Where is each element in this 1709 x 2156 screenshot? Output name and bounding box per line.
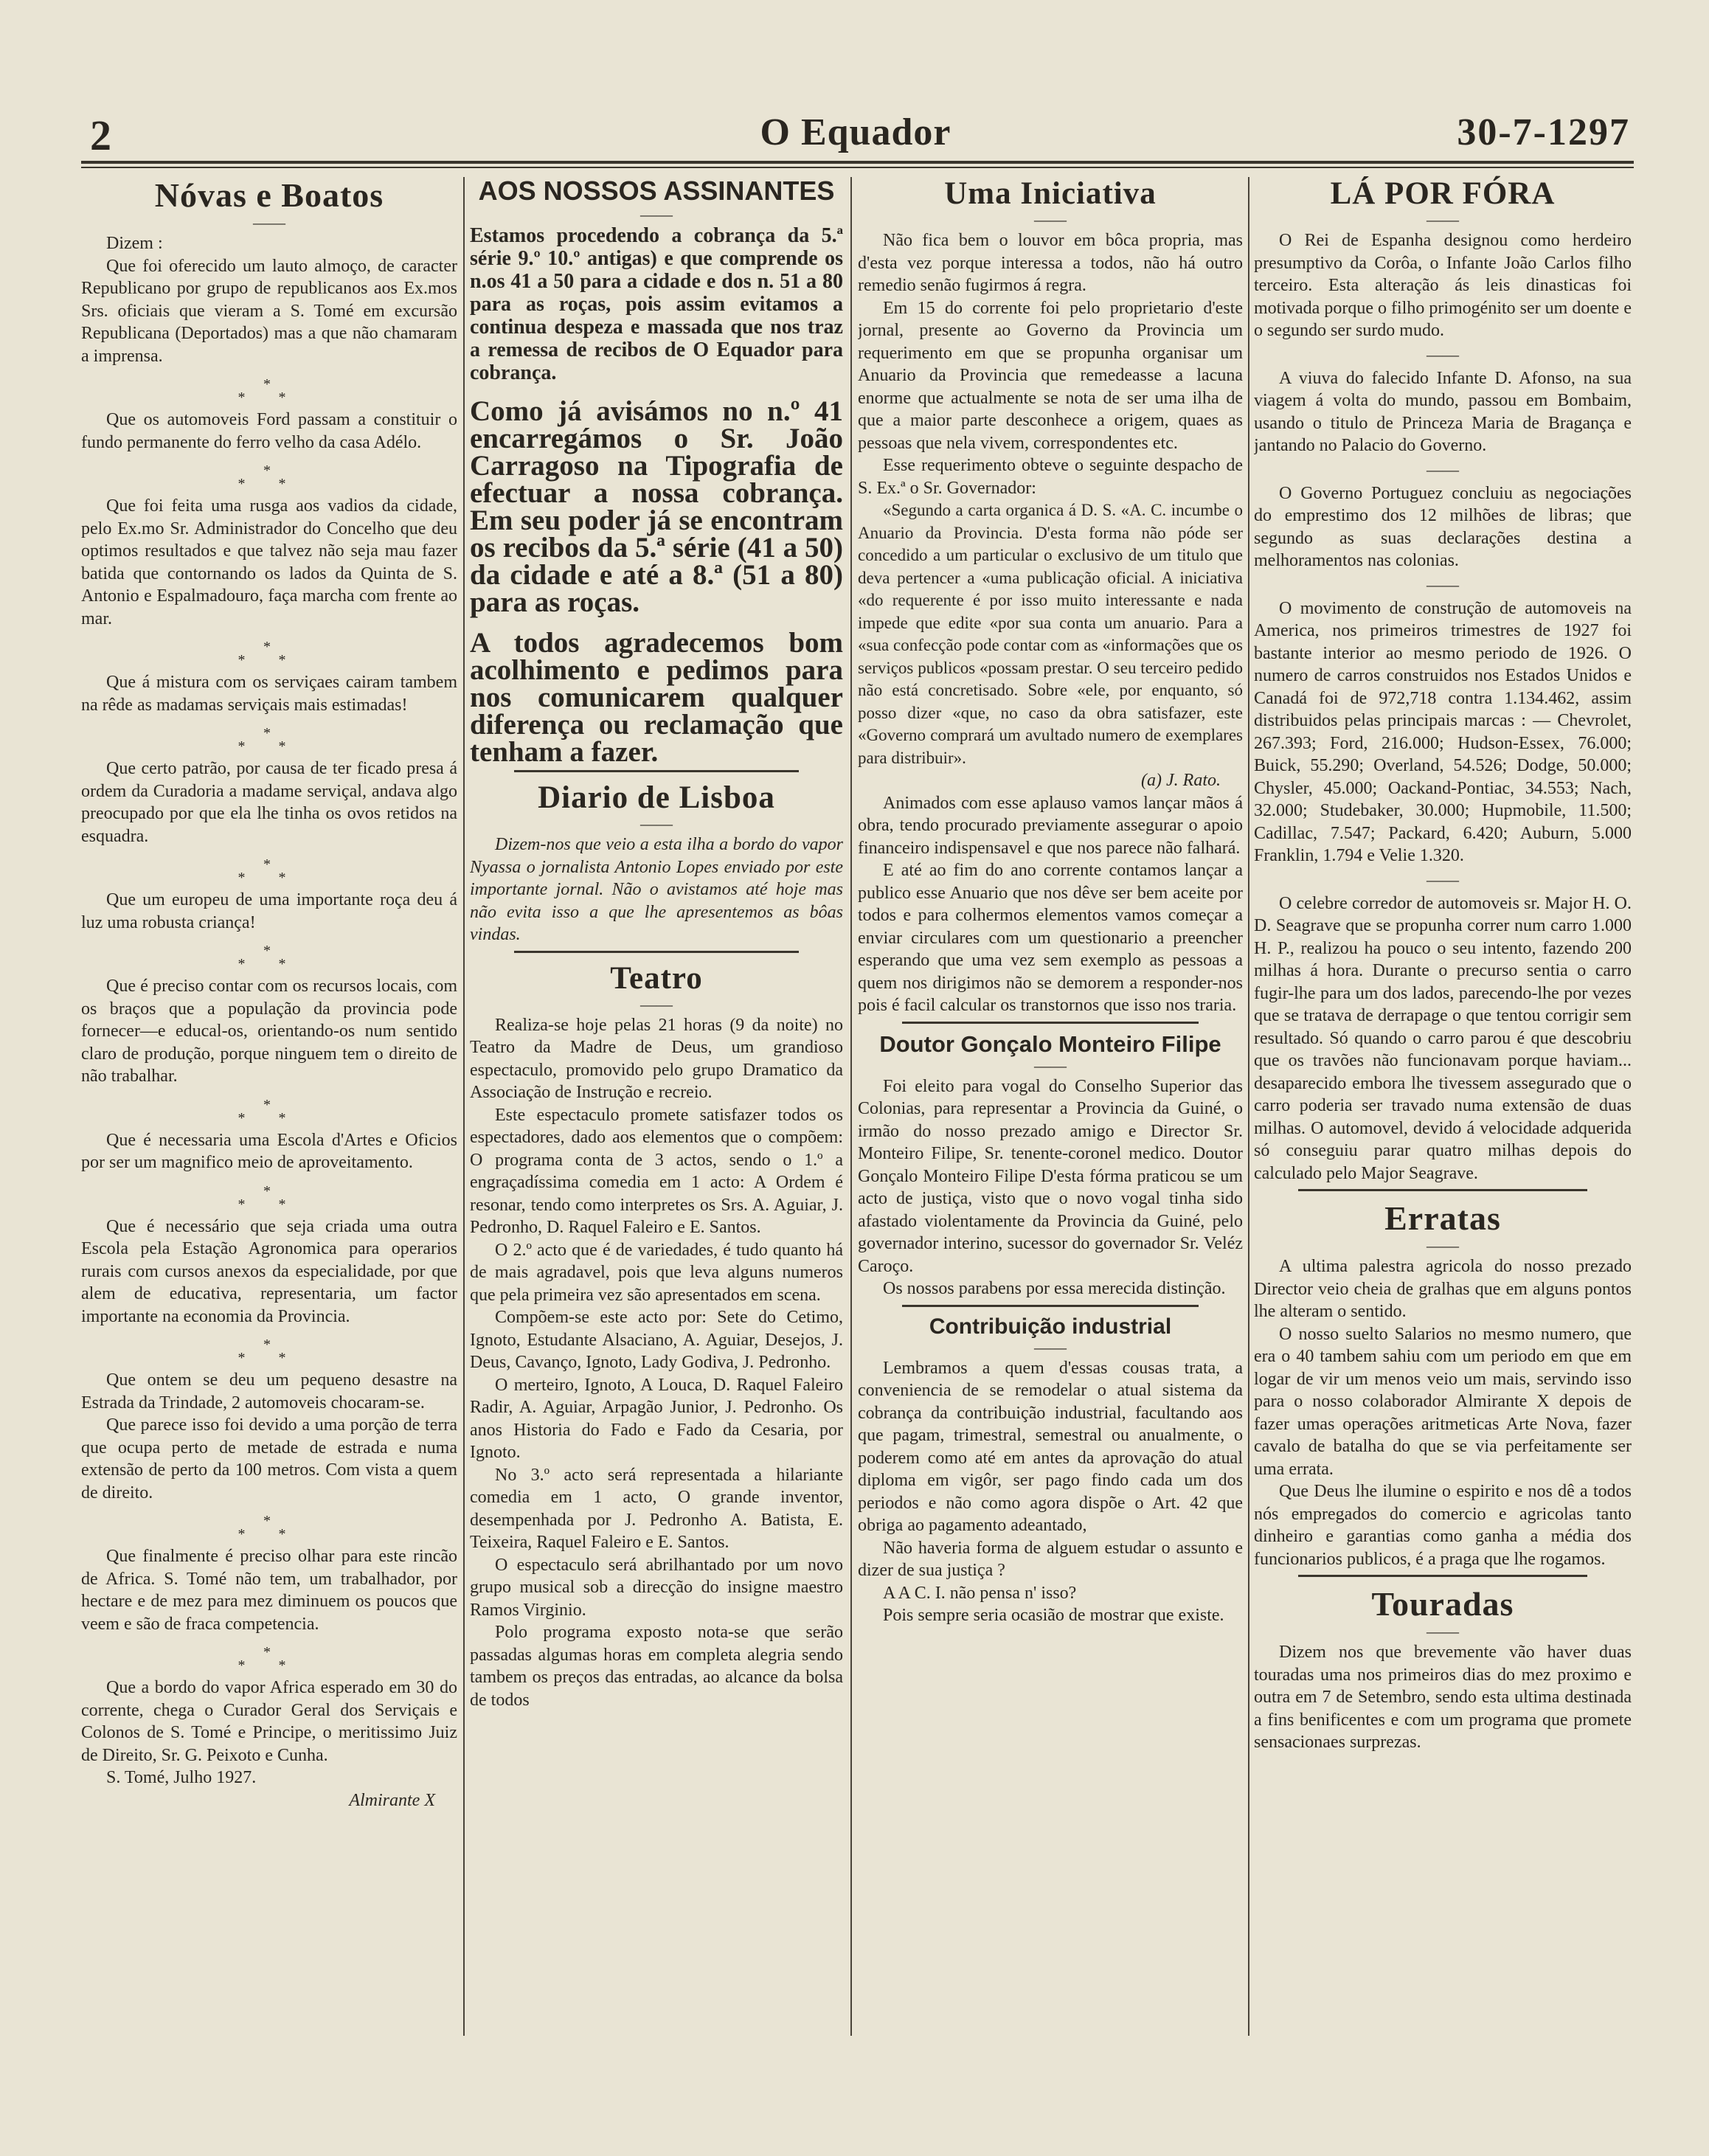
separator-asterisks <box>81 1098 457 1125</box>
separator <box>1254 1625 1632 1638</box>
section-title-touradas: Touradas <box>1371 1585 1514 1623</box>
separator-bar <box>1298 1575 1587 1577</box>
touradas-paragraph: Dizem nos que brevemente vão haver duas touradas uma nos primeiros dias do mez proximo e outra em 7 de Setembro, sendo esta ultima destinada a fins benificentes e com um programa que promete sensacionaes surprezas. <box>1254 1643 1632 1752</box>
author-signature: Almirante X <box>349 1790 435 1810</box>
teatro-paragraph: No 3.º acto será representada a hilariante comedia em 1 acto, O grande inventor, desempenhada por J. Pedronho A. Batista, E. Teixeira, Raquel Faleiro e E. Santos. <box>470 1465 843 1552</box>
page-number: 2 <box>90 111 111 159</box>
erratas-paragraph: A ultima palestra agricola do nosso prezado Director veio cheia de gralhas que em alguns pontos lhe alteram o sentido. <box>1254 1257 1632 1321</box>
column-la-por-fora <box>1254 171 1632 2119</box>
separator-bar <box>514 770 799 772</box>
erratas-paragraph: Que Deus lhe ilumine o espirito e nos dê a todos nós empregados do comercio e agricolas tanto dinheiro e garantias como ganha a média dos funcionarios publicos, é a praga que lhe rogamos. <box>1254 1482 1632 1569</box>
iniciativa-paragraph: Esse requerimento obteve o seguinte despacho de S. Ex.ª o Sr. Governador: <box>858 456 1243 498</box>
section-title-teatro: Teatro <box>610 960 703 996</box>
collection-notice: Como já avisámos no n.º 41 encarregámos o Sr. João Carragoso na Tipografia de efectuar a nossa cobrança. Em seu poder já se encontram os recibos da 5.ª série (41 a 50) da cidade e até a 8.ª (51 a 80) para as roças. <box>470 395 843 618</box>
foreign-news-item: O Governo Portuguez concluiu as negociações do emprestimo dos 12 milhões de libras; que segundo as suas declarações destina a melhoramentos nas colonias. <box>1254 483 1632 570</box>
teatro-paragraph: O espectaculo será abrilhantado por um novo grupo musical sob a direcção do insigne maestro Ramos Virginio. <box>470 1555 843 1620</box>
news-item: Que é necessário que seja criada uma outra Escola pela Estação Agronomica para operarios rurais com cursos anexos da especialidade, por que alem de educativa, representaria, um factor importante na economia da Provincia. <box>81 1216 457 1326</box>
separator <box>858 213 1243 226</box>
news-item: Que á mistura com os serviçaes cairam tambem na rêde as madamas serviçais mais estimadas! <box>81 673 457 715</box>
section-title-novas-e-boatos: Nóvas e Boatos <box>154 176 384 214</box>
erratas-paragraph: O nosso suelto Salarios no mesmo numero, que era o 40 tambem sahiu com um periodo em que em logar de vir um menos veio um mais, servindo isso para o nosso colaborador Almirante X depois de fazer umas operações aritmeticas Arte Nova, fazer cavalo de batalha do que se via perfeitamente ser uma errata. <box>1254 1324 1632 1479</box>
news-item: Que foi feita uma rusga aos vadios da cidade, pelo Ex.mo Sr. Administrador do Concelho que deu optimos resultados e que talvez não seja mau fazer batida que contornando os lados da Quinta de S. Antonio e Espalmadouro, faça marcha com frente ao mar. <box>81 496 457 628</box>
goncalo-paragraph: Foi eleito para vogal do Conselho Superior das Colonias, para representar a Provincia da Guiné, o irmão do nosso prezado amigo e Director Sr. Monteiro Filipe, Sr. tenente-coronel medico. Doutor Gonçalo Monteiro Filipe D'esta fórma praticou se um acto de justiça, visto que o novo vogal tinha sido afastado violentamente da Provincia da Guiné, pelo governador interino, sucessor do governador Sr. Veléz Caroço. <box>858 1076 1243 1276</box>
diario-text: Dizem-nos que veio a esta ilha a bordo do vapor Nyassa o jornalista Antonio Lopes enviado por este importante jornal. Não o avistamos até hoje mas não evita isso a que lhe apresentemos as bôas vindas. <box>470 835 843 944</box>
separator-asterisks <box>81 944 457 971</box>
teatro-paragraph: Este espectaculo promete satisfazer todos os espectadores, dado aos elementos que o compõem: O programa conta de 3 actos, sendo o 1.º a engraçadíssima comedia em 1 acto: A Ordem é resonar, tendo como interpretes os Srs. A. Aguiar, J. Pedronho, D. Raquel Faleiro e E. Santos. <box>470 1105 843 1237</box>
news-item: Que ontem se deu um pequeno desastre na Estrada da Trindade, 2 automoveis chocaram-se. <box>81 1370 457 1413</box>
separator-asterisks <box>81 1646 457 1672</box>
column-divider <box>1248 177 1249 2036</box>
foreign-news-item: O movimento de construção de automoveis na America, nos primeiros trimestres de 1927 foi bastante interior ao mesmo periodo de 1926. O numero de carros construidos nos Estados Unidos e Canadá foi de 972,718 contra 1.134.462, assim distribuidos pelas principais marcas : — Chevrolet, 267.393; Ford, 216.000; Hudson-Essex, 76.000; Buick, 55.290; Overland, 54.526; Dodge, 50.000; Chysler, 45.000; Oackand-Pontiac, 34.553; Nach, 32.000; Studebaker, 30.000; Hupmobile, 11.500; Cadillac, 7.547; Packard, 6.420; Auburn, 5.000 Franklin, 1.794 e Velie 1.320. <box>1254 598 1632 865</box>
issue-date: 30-7-1297 <box>1457 111 1630 153</box>
teatro-paragraph: Polo programa exposto nota-se que serão passadas algumas horas em completa alegria sendo tambem os preços das entradas, ao alcance da bolsa de todos <box>470 1623 843 1710</box>
section-title-erratas: Erratas <box>1384 1199 1501 1237</box>
news-item: Que a bordo do vapor Africa esperado em 30 do corrente, chega o Curador Geral dos Serviçais e Colonos de S. Tomé e Principe, o meritissimo Juiz de Direito, Sr. G. Peixoto e Cunha. <box>81 1678 457 1765</box>
separator <box>81 216 457 229</box>
masthead-rule-thin <box>81 167 1634 168</box>
contribuicao-paragraph: Não haveria forma de alguem estudar o assunto e dizer de sua justiça ? <box>858 1538 1243 1580</box>
separator-asterisks <box>81 858 457 884</box>
separator <box>1254 463 1632 476</box>
teatro-paragraph: Realiza-se hoje pelas 21 horas (9 da noite) no Teatro da Madre de Deus, um grandioso espectaculo, promovido pelo grupo Dramatico da Associação de Instrução e recreio. <box>470 1015 843 1102</box>
governor-dispatch: «Segundo a carta organica á D. S. «A. C. incumbe o Anuario da Provincia. D'esta forma não póde ser concedido a um particular o exclusivo de um titulo que deva pertencer a «uma publicação oficial. A iniciativa «do requerente é por isso muito interessante e nada impede que edite «por sua conta um anuario. Para a «sua confecção pode contar com as «informações que os serviços publicos «possam prestar. O seu terceiro pedido não está concretisado. Sobre «ele, por enquanto, só posso dizer «que, no caso da obra satisfazer, este «Governo comprará um avultado numero de exemplares para distribuir». <box>858 501 1243 767</box>
news-item: Que finalmente é preciso olhar para este rincão de Africa. S. Tomé não tem, um trabalhador, por hectare e de mez para mez diminuem os poucos que veem e são de fraca competencia. <box>81 1547 457 1634</box>
iniciativa-paragraph: Em 15 do corrente foi pelo proprietario d'este jornal, presente ao Governo da Provincia um requerimento em que se propunha organisar um Anuario da Provincia que remedeasse a lacuna enorme que actualmente se nota de ser uma ilha de que a maior parte desconhece a origem, quaes as pessoas que nela vivem, correspondentes etc. <box>858 298 1243 453</box>
news-item: Que parece isso foi devido a uma porção de terra que ocupa perto de metade de estrada e numa extensão de perto da 100 metros. Com vista a quem de direito. <box>81 1415 457 1502</box>
separator <box>1254 873 1632 887</box>
separator-asterisks <box>81 727 457 753</box>
separator <box>1254 578 1632 592</box>
masthead-rule <box>81 161 1634 164</box>
teatro-paragraph: Compõem-se este acto por: Sete do Cetimo, Ignoto, Estudante Alsaciano, A. Aguiar, Desejos, J. Deus, Cavanço, Ignoto, Lady Godiva, J. Pedronho. <box>470 1308 843 1372</box>
dispatch-signature: (a) J. Rato. <box>1141 771 1221 790</box>
separator <box>858 1341 1243 1354</box>
column-uma-iniciativa <box>858 171 1243 2119</box>
separator-asterisks <box>81 1514 457 1541</box>
separator <box>470 208 843 221</box>
separator <box>1254 348 1632 361</box>
section-title-la-por-fora: LÁ POR FÓRA <box>1330 176 1556 211</box>
iniciativa-paragraph: E até ao fim do ano corrente contamos lançar a publico esse Anuario que nos dêve ser bem aceite por todos e para colhermos elementos vamos começar a enviar circulares com um questionario a preencher esperando que uma vez sem exemplo as pessoas a quem nos dirigimos não se demorem a responder-nos pois é facil calcular os transtornos que isso nos traria. <box>858 861 1243 1015</box>
iniciativa-paragraph: Animados com esse aplauso vamos lançar mãos á obra, tendo procurado previamente assegurar o apoio financeiro indispensavel e que nos parece não falhará. <box>858 793 1243 858</box>
section-title-uma-iniciativa: Uma Iniciativa <box>944 176 1157 211</box>
column-assinantes-teatro <box>470 171 843 2119</box>
thanks-notice: A todos agradecemos bom acolhimento e pedimos para nos comunicarem qualquer diferença ou reclamação que tenham a fazer. <box>470 627 843 768</box>
separator <box>470 817 843 831</box>
section-title-goncalo-filipe: Doutor Gonçalo Monteiro Filipe <box>879 1030 1221 1057</box>
separator-asterisks <box>81 464 457 491</box>
teatro-paragraph: O 2.º acto que é de variedades, é tudo quanto há de mais agradavel, pois que leva alguns numeros que pela primeira vez são apresentados em scena. <box>470 1240 843 1305</box>
section-title-contribuicao: Contribuição industrial <box>929 1314 1172 1339</box>
teatro-paragraph: O merteiro, Ignoto, A Louca, D. Raquel Faleiro Radir, A. Aguiar, Arpagão Junior, J. Pedronho. Os anos Historia do Fado e Fado da Cesaria, por Ignoto. <box>470 1375 843 1462</box>
separator-bar <box>902 1022 1199 1024</box>
intro-text: Dizem : <box>106 234 163 253</box>
separator-asterisks <box>81 640 457 667</box>
foreign-news-item: O celebre corredor de automoveis sr. Major H. O. D. Seagrave que se propunha correr num carro 1.000 H. P., realizou ha pouco o seu intento, fazendo 200 milhas á hora. Durante o precurso sentia o carro fugir-lhe para um dos lados, parecendo-lhe por vezes que se tratava de derrapage o que tentou corrigir sem resultado. Só quando o carro parou é que descobriu que os travões não funcionavam porque haviam... desaparecido embora lhe tivessem assegurado que o carro poderia ser travado numa extensão de duas milhas. O automovel, devido á velocidade adquerida só conseguiu parar quatro milhas depois do calculado pelo Major Seagrave. <box>1254 893 1632 1183</box>
newspaper-title: O Equador <box>760 111 951 153</box>
separator <box>858 1059 1243 1072</box>
foreign-news-item: A viuva do falecido Infante D. Afonso, na sua viagem á volta do mundo, passou em Bombaim, usando o titulo de Princeza Maria de Bragança e jantando no Palacio do Governo. <box>1254 368 1632 455</box>
contribuicao-paragraph: Pois sempre seria ocasião de mostrar que existe. <box>883 1606 1224 1625</box>
separator <box>1254 1239 1632 1252</box>
column-divider <box>463 177 465 2036</box>
section-title-diario-de-lisboa: Diario de Lisboa <box>538 780 775 815</box>
dateline: S. Tomé, Julho 1927. <box>106 1768 257 1787</box>
masthead <box>81 111 1630 162</box>
separator-asterisks <box>81 378 457 404</box>
separator-bar <box>1298 1189 1587 1191</box>
section-title-assinantes: AOS NOSSOS ASSINANTES <box>478 176 835 206</box>
iniciativa-paragraph: Não fica bem o louvor em bôca propria, mas d'esta vez porque interessa a todos, não há outro remedio senão fugirmos á regra. <box>858 231 1243 295</box>
news-item: Que foi oferecido um lauto almoço, de caracter Republicano por grupo de republicanos aos Ex.mos Srs. oficiais que vieram a S. Tomé em excursão Republicana (Deportados) mas a que não chamaram a imprensa. <box>81 256 457 366</box>
goncalo-paragraph: Os nossos parabens por essa merecida distinção. <box>883 1279 1226 1298</box>
contribuicao-paragraph: A A C. I. não pensa n' isso? <box>883 1583 1077 1603</box>
separator <box>1254 213 1632 226</box>
column-divider <box>850 177 852 2036</box>
news-item: Que certo patrão, por causa de ter ficado presa á ordem da Curadoria a madame serviçal, andava algo preocupado por que ela lhe tinha os ovos retidos na esquadra. <box>81 759 457 846</box>
contribuicao-paragraph: Lembramos a quem d'essas cousas trata, a conveniencia de se remodelar o atual sistema da cobrança da contribuição industrial, facultando aos que pagam, trimestral, semestral ou anualmente, o poderem como até em antes da aprovação do atual diploma em vigôr, ser pago findo cada um dos periodos e não como agora dispõe o Art. 42 que obriga ao pagamento adeantado, <box>858 1358 1243 1535</box>
separator-bar <box>514 951 799 953</box>
separator-asterisks <box>81 1185 457 1211</box>
news-item: Que é necessaria uma Escola d'Artes e Oficios por ser um magnifico meio de aproveitamento. <box>81 1130 457 1172</box>
subscribers-notice: Estamos procedendo a cobrança da 5.ª série 9.º 10.º antigas) e que comprende os n.os 41 a 50 para a cidade e dos n. 51 a 80 para as roças, pois assim evitamos a continua despeza e massada que nos traz a remessa de recibos de O Equador para cobrança. <box>470 224 843 384</box>
news-item: Que um europeu de uma importante roça deu á luz uma robusta criança! <box>81 890 457 932</box>
separator-bar <box>902 1305 1199 1307</box>
separator-asterisks <box>81 1338 457 1365</box>
separator <box>470 998 843 1011</box>
news-item: Que é preciso contar com os recursos locais, com os braços que a população da provincia pode fornecer—e educal-os, orientando-os num sentido claro de produção, porque ninguem tem o direito de não trabalhar. <box>81 977 457 1086</box>
news-item: Que os automoveis Ford passam a constituir o fundo permanente do ferro velho da casa Adélo. <box>81 410 457 452</box>
column-novas-e-boatos <box>81 171 457 2119</box>
foreign-news-item: O Rei de Espanha designou como herdeiro presumptivo da Corôa, o Infante João Carlos filho terceiro. Esta alteração ás leis dinasticas foi motivada porque o filho primogénito ser um doente e o segundo ser surdo mudo. <box>1254 231 1632 340</box>
